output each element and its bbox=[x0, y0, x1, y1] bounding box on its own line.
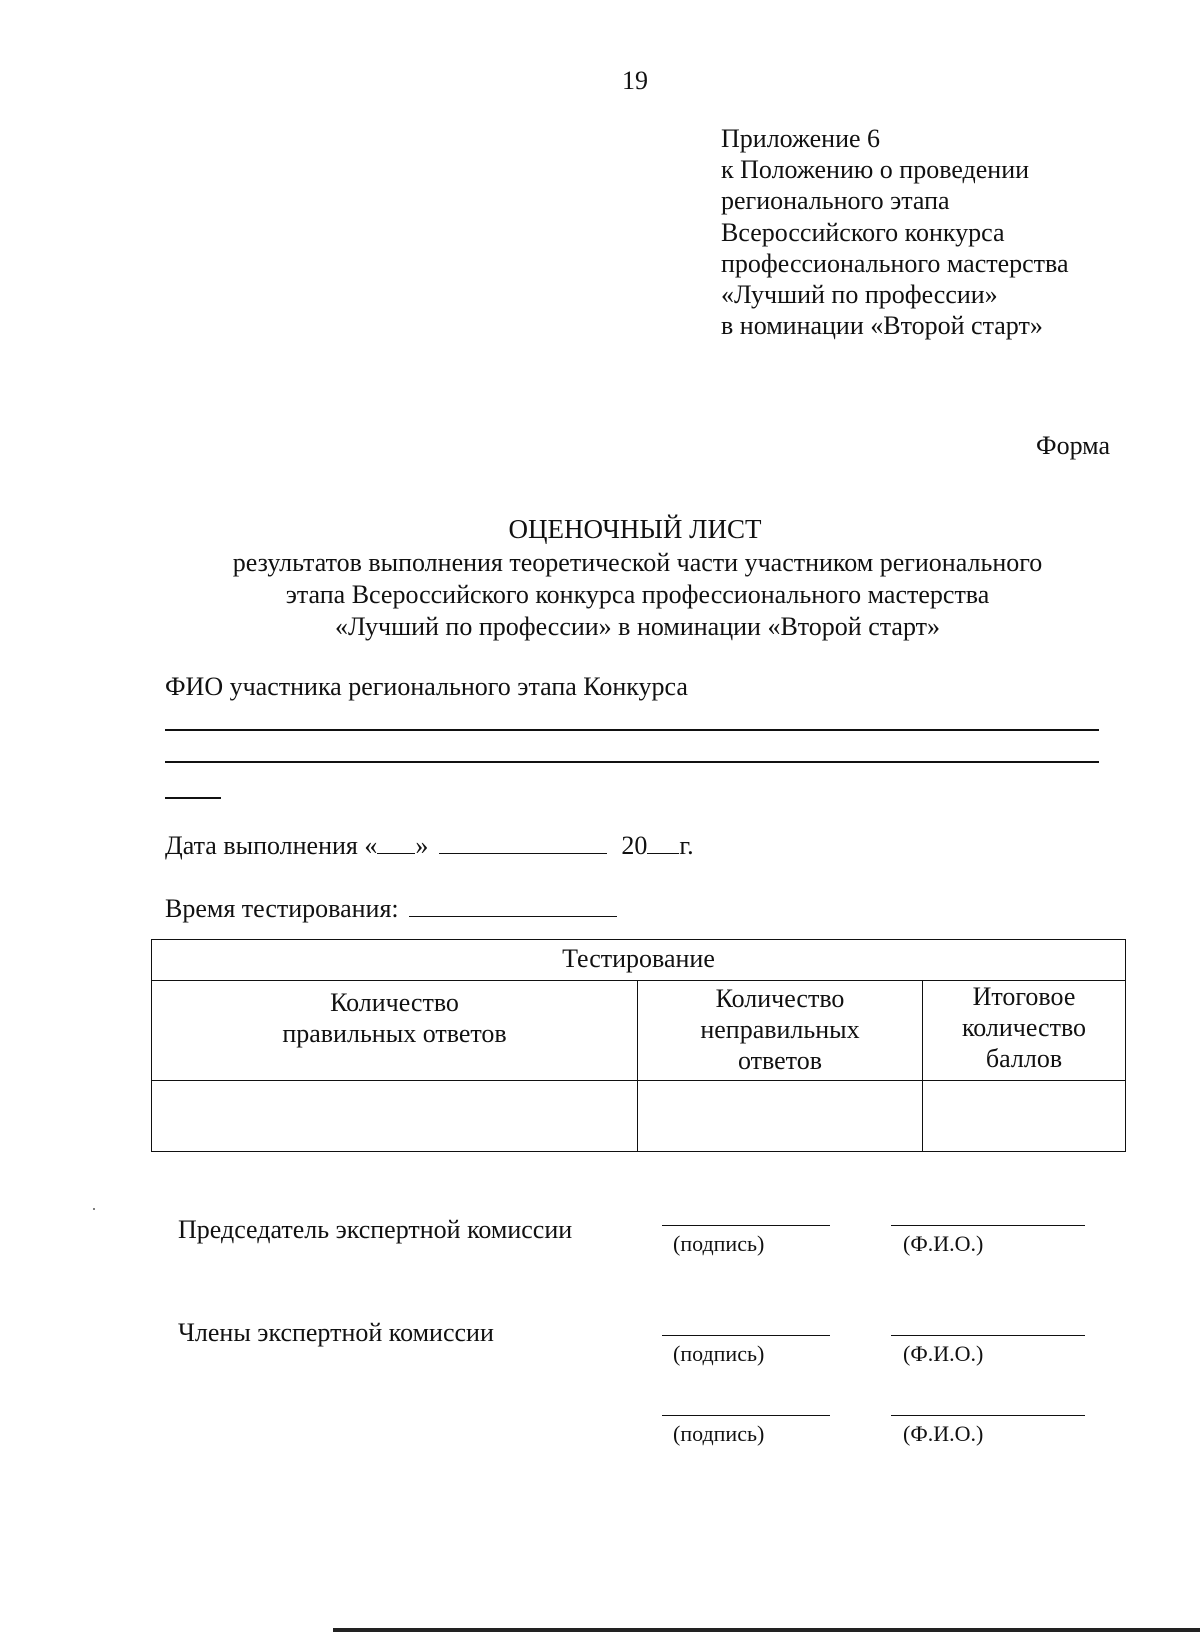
chairman-name-line[interactable] bbox=[891, 1225, 1085, 1226]
cell-wrong-answers[interactable] bbox=[638, 1081, 923, 1152]
chairman-label: Председатель экспертной комиссии bbox=[178, 1215, 573, 1244]
appendix-line: регионального этапа bbox=[721, 186, 950, 216]
column-wrong-answers-line: Количество bbox=[715, 984, 845, 1013]
member-2-name-caption: (Ф.И.О.) bbox=[903, 1421, 984, 1446]
month-field[interactable] bbox=[439, 831, 607, 854]
appendix-line: в номинации «Второй старт» bbox=[721, 311, 1043, 341]
member-2-signature-caption: (подпись) bbox=[673, 1421, 765, 1446]
test-time-label: Время тестирования: bbox=[165, 894, 399, 923]
subtitle-line: результатов выполнения теоретической части участником регионального bbox=[232, 548, 1043, 577]
appendix-line: Приложение 6 bbox=[721, 124, 881, 153]
date-row bbox=[165, 830, 694, 861]
participant-name-line-2[interactable] bbox=[165, 761, 1099, 763]
results-table bbox=[151, 939, 1126, 1152]
test-time-row bbox=[165, 893, 617, 924]
members-label: Члены экспертной комиссии bbox=[178, 1318, 494, 1347]
column-wrong-answers-line: ответов bbox=[738, 1046, 822, 1075]
appendix-line: «Лучший по профессии» bbox=[721, 280, 998, 310]
table-row bbox=[152, 1081, 1126, 1152]
member-2-signature-line[interactable] bbox=[662, 1415, 830, 1416]
appendix-line: профессионального мастерства bbox=[721, 248, 1069, 278]
table-columns-row bbox=[152, 981, 1126, 1081]
member-2-name-line[interactable] bbox=[891, 1415, 1085, 1416]
chairman-signature-caption: (подпись) bbox=[673, 1231, 765, 1256]
document-title: ОЦЕНОЧНЫЙ ЛИСТ bbox=[508, 514, 762, 544]
year-prefix: 20 bbox=[621, 831, 648, 860]
document-subtitle bbox=[120, 547, 1155, 643]
scan-speck bbox=[93, 1208, 95, 1210]
chairman-name-caption: (Ф.И.О.) bbox=[903, 1231, 984, 1256]
chairman-signature-line[interactable] bbox=[662, 1225, 830, 1226]
appendix-line: к Положению о проведении bbox=[721, 155, 1030, 185]
table-header-row bbox=[152, 940, 1126, 981]
subtitle-line: этапа Всероссийского конкурса профессионального мастерства bbox=[285, 580, 990, 609]
test-time-field[interactable] bbox=[409, 894, 617, 917]
day-field[interactable] bbox=[377, 831, 415, 854]
member-1-name-caption: (Ф.И.О.) bbox=[903, 1341, 984, 1366]
column-wrong-answers bbox=[638, 981, 923, 1081]
member-1-signature-line[interactable] bbox=[662, 1335, 830, 1336]
participant-name-line-1[interactable] bbox=[165, 729, 1099, 731]
participant-label: ФИО участника регионального этапа Конкурса bbox=[165, 672, 688, 701]
member-1-signature-caption: (подпись) bbox=[673, 1341, 765, 1366]
column-total-score-line: баллов bbox=[985, 1044, 1063, 1073]
column-total-score bbox=[923, 981, 1126, 1081]
table-header-testing: Тестирование bbox=[152, 940, 1126, 981]
date-open-quote: « bbox=[364, 831, 378, 860]
column-correct-answers-line: правильных ответов bbox=[282, 1019, 507, 1048]
year-suffix: г. bbox=[679, 831, 694, 860]
date-label: Дата выполнения bbox=[165, 831, 358, 860]
form-label: Форма bbox=[1036, 431, 1110, 460]
member-1-name-line[interactable] bbox=[891, 1335, 1085, 1336]
page-number: 19 bbox=[622, 66, 648, 95]
date-close-quote: » bbox=[415, 831, 429, 860]
appendix-line: Всероссийского конкурса bbox=[721, 217, 1005, 247]
participant-name-line-3[interactable] bbox=[165, 797, 221, 799]
appendix-note bbox=[721, 123, 1069, 341]
subtitle-line: «Лучший по профессии» в номинации «Второй старт» bbox=[335, 612, 940, 641]
cell-total-score[interactable] bbox=[923, 1081, 1126, 1152]
cell-correct-answers[interactable] bbox=[152, 1081, 638, 1152]
scan-edge bbox=[333, 1628, 1200, 1632]
column-correct-answers bbox=[152, 981, 638, 1081]
year-field[interactable] bbox=[647, 831, 679, 854]
column-wrong-answers-line: неправильных bbox=[700, 1015, 860, 1044]
column-correct-answers-line: Количество bbox=[330, 988, 459, 1017]
column-total-score-line: количество bbox=[961, 1013, 1087, 1042]
column-total-score-line: Итоговое bbox=[972, 982, 1076, 1011]
